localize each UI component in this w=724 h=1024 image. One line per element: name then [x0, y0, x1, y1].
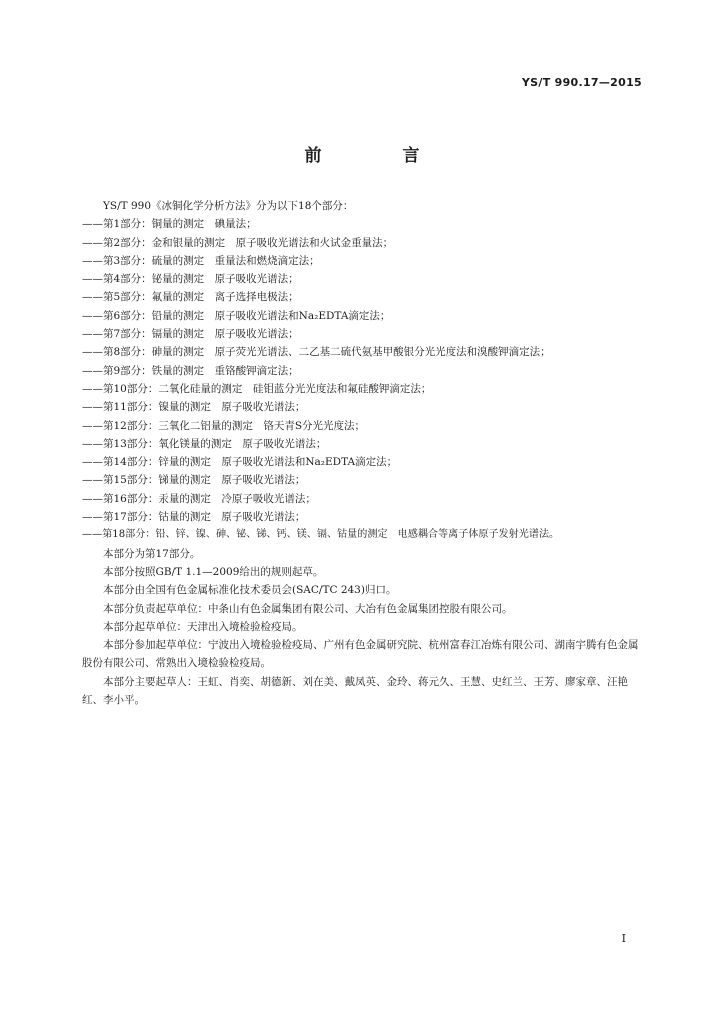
intro-line: YS/T 990《冰铜化学分析方法》分为以下18个部分： [103, 200, 354, 212]
part-item: ——第17部分：钴量的测定 原子吸收光谱法； [82, 511, 306, 524]
page-title: 前 言 [304, 146, 452, 166]
part-item: ——第14部分：锌量的测定 原子吸收光谱法和Na₂EDTA滴定法； [82, 456, 398, 469]
part-item: ——第16部分：汞量的测定 冷原子吸收光谱法； [82, 492, 316, 505]
part-item: ——第9部分：铁量的测定 重铬酸钾滴定法； [82, 364, 299, 377]
part-item: ——第3部分：硫量的测定 重量法和燃烧滴定法； [82, 254, 320, 267]
page-number: I [621, 932, 626, 945]
part-item: ——第8部分：砷量的测定 原子荧光光谱法、二乙基二硫代氨基甲酸银分光光度法和溴酸钾滴定法； [82, 346, 551, 359]
paragraph: 本部分主要起草人：王虹、肖奕、胡德新、刘在美、戴凤英、金玲、蒋元久、王慧、史红兰、王芳、廖家章、汪艳红、李小平。 [82, 675, 628, 707]
part-item: ——第2部分：金和银量的测定 原子吸收光谱法和火试金重量法； [82, 236, 394, 249]
part-item: ——第4部分：铋量的测定 原子吸收光谱法； [82, 273, 299, 286]
part-item: ——第18部分：铅、锌、镍、砷、铋、锑、钙、镁、镉、钴量的测定 电感耦合等离子体原子发射光谱法。 [82, 529, 560, 541]
paragraph: 本部分负责起草单位：中条山有色金属集团有限公司、大冶有色金属集团控股有限公司。 [103, 602, 513, 615]
part-item: ——第11部分：镍量的测定 原子吸收光谱法； [82, 401, 306, 414]
part-item: ——第15部分：锑量的测定 原子吸收光谱法； [82, 474, 306, 487]
paragraph: 本部分参加起草单位：宁波出入境检验检疫局、广州有色金属研究院、杭州富春江冶炼有限公司、湖南宇腾有色金属股份有限公司、常熟出入境检验检疫局。 [82, 639, 639, 670]
foreword-body [82, 197, 642, 709]
part-item: ——第6部分：铅量的测定 原子吸收光谱法和Na₂EDTA滴定法； [82, 309, 391, 322]
part-item: ——第7部分：镉量的测定 原子吸收光谱法； [82, 328, 299, 341]
standard-number: YS/T 990.17—2015 [521, 76, 642, 89]
part-item: ——第12部分：三氧化二铝量的测定 铬天青S分光光度法； [82, 419, 366, 432]
paragraph: 本部分起草单位：天津出入境检验检疫局。 [103, 620, 303, 633]
paragraph: 本部分由全国有色金属标准化技术委员会(SAC/TC 243)归口。 [103, 584, 397, 597]
part-item: ——第5部分：氟量的测定 离子选择电极法； [82, 291, 299, 304]
foreword-paragraphs [82, 545, 642, 710]
paragraph: 本部分为第17部分。 [103, 547, 201, 560]
part-item: ——第10部分：二氧化硅量的测定 硅钼蓝分光光度法和氟硅酸钾滴定法； [82, 382, 432, 395]
parts-list [82, 215, 642, 544]
part-item: ——第13部分：氧化镁量的测定 原子吸收光谱法； [82, 437, 327, 450]
part-item: ——第1部分：铜量的测定 碘量法； [82, 218, 257, 231]
paragraph: 本部分按照GB/T 1.1—2009给出的规则起草。 [103, 565, 324, 578]
